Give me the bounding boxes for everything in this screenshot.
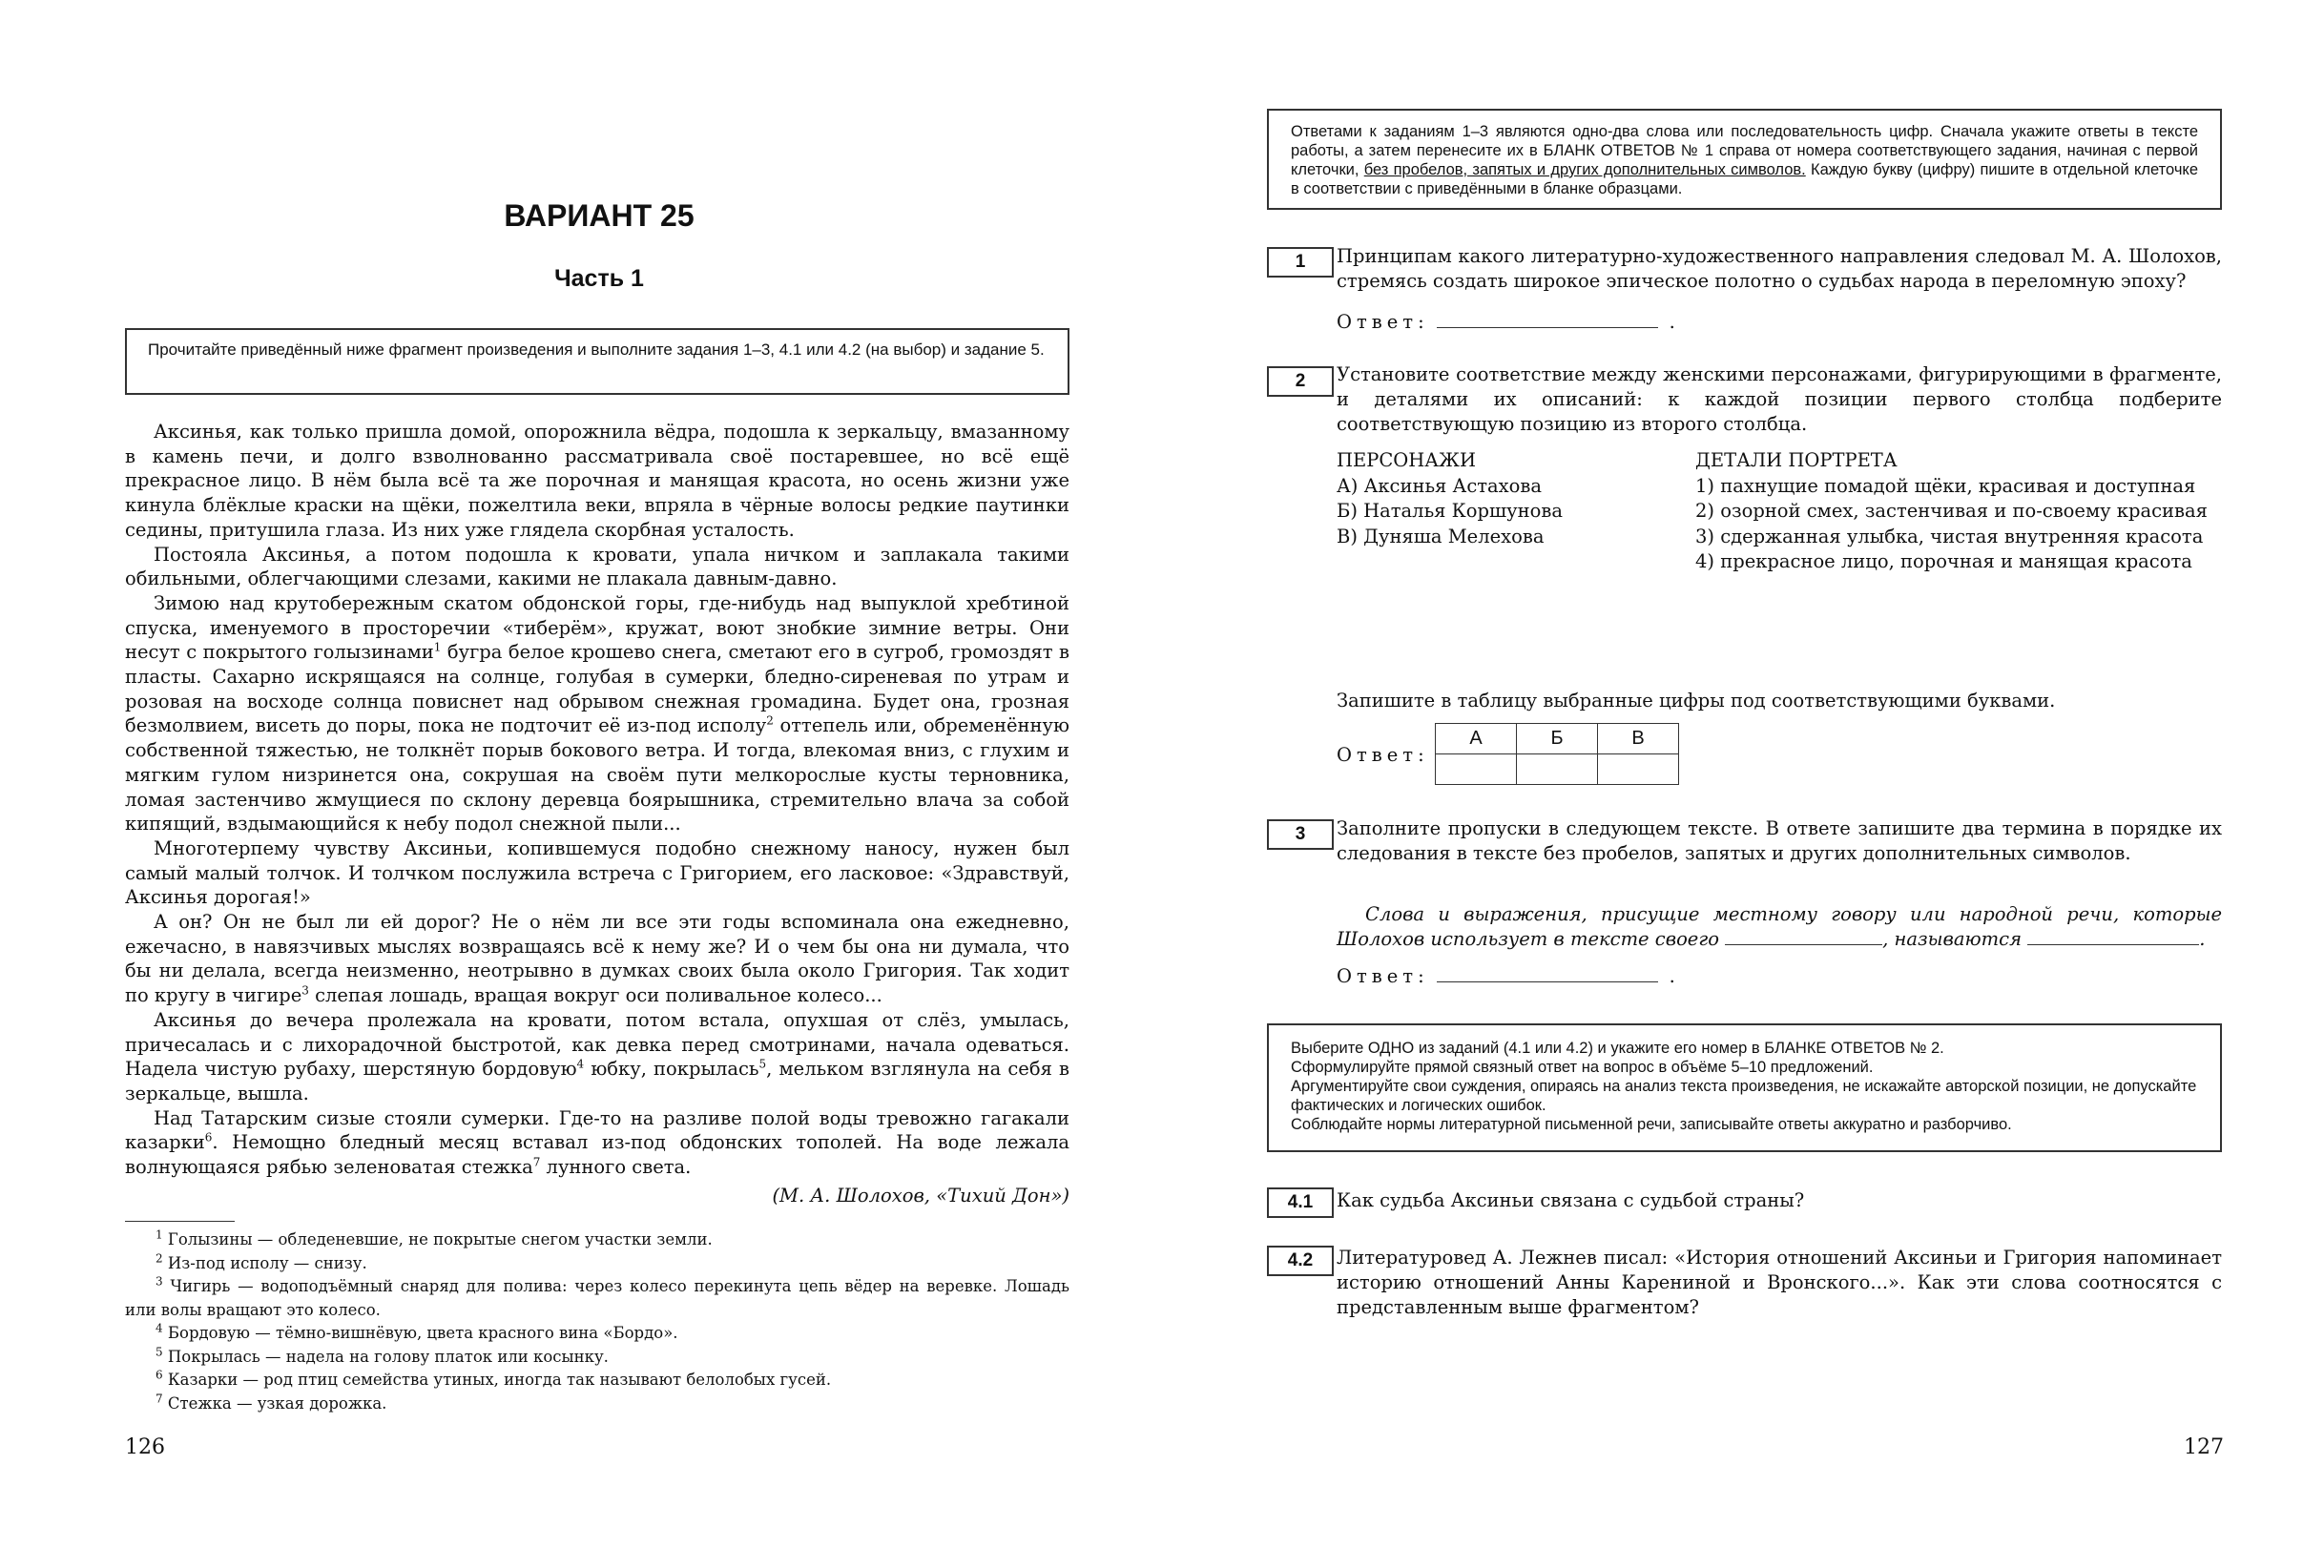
portrait-details-column	[1695, 448, 2222, 575]
instruction-text: Прочитайте приведённый ниже фрагмент произведения и выполните задания 1–3, 4.1 или 4.2 (на выбор) и задание 5.	[148, 340, 1045, 359]
task-3-answer[interactable]: Ответ: .	[1337, 962, 1675, 987]
task-3-fill-text: Слова и выражения, присущие местному говору или народной речи, которые Шолохов использует в тексте своего , называются .	[1337, 903, 2222, 950]
character-item: В) Дуняша Мелехова	[1337, 525, 1545, 547]
footnote: $^7$ Стежка — узкая дорожка.	[156, 1392, 387, 1413]
box-line: Аргументируйте свои суждения, опираясь на анализ текста произведения, не искажайте авторской позиции, не допускайте фактических и логических ошибок.	[1291, 1078, 2197, 1114]
footnote: $^1$ Голызины — обледеневшие, не покрытые снегом участки земли.	[156, 1228, 713, 1248]
footnote: $^4$ Бордовую — тёмно-вишнёвую, цвета красного вина «Бордо».	[156, 1321, 678, 1342]
task-2-answer-label: Ответ:	[1337, 744, 1429, 766]
attribution: (М. А. Шолохов, «Тихий Дон»)	[772, 1184, 1069, 1207]
paragraph-6: Аксинья до вечера пролежала на кровати, потом встала, опухшая от слёз, умылась, причесалась и с лихорадочной быстротой, как девка перед смотринами, начала одеваться. Надела чистую рубаху, шерстяную бордовую$^4$ юбку, покрылась$^5$, мельком взглянула на себя в зеркальце, вышла.	[125, 1008, 1069, 1104]
task-number-4-1: 4.1	[1267, 1187, 1334, 1218]
detail-item: 1) пахнущие помадой щёки, красивая и доступная	[1695, 474, 2196, 497]
footnote-ref: 6	[204, 1130, 213, 1145]
task-3-text: Заполните пропуски в следующем тексте. В ответе запишите два термина в порядке их следования в тексте без пробелов, запятых и других дополнительных символов.	[1337, 817, 2222, 864]
footnote-ref: 4	[576, 1057, 585, 1071]
answer-cell-a[interactable]	[1436, 754, 1517, 785]
task-number-2: 2	[1267, 366, 1334, 397]
paragraph-5: А он? Он не был ли ей дорог? Не о нём ли все эти годы вспоминала она ежедневно, ежечасно, в навязчивых мыслях возвращаясь всё к нему же? И о чем бы она ни думала, что бы ни делала, всегда неизменно, неотрывно в думках своих была около Григория. Так ходит по кругу в чигире$^3$ слепая лошадь, вращая вокруг оси поливальное колесо...	[125, 911, 1069, 1007]
table-header-v: В	[1598, 724, 1679, 754]
box-line: Выберите ОДНО из заданий (4.1 или 4.2) и укажите его номер в БЛАНКЕ ОТВЕТОВ № 2.	[1291, 1040, 1944, 1057]
footnotes	[125, 1228, 1069, 1415]
page-number-right: 127	[2184, 1435, 2224, 1459]
table-instruction: Запишите в таблицу выбранные цифры под соответствующими буквами.	[1337, 690, 2056, 712]
answer-cell-b[interactable]	[1517, 754, 1598, 785]
task-1-answer[interactable]: Ответ: .	[1337, 308, 1675, 333]
fill-blank[interactable]	[1725, 927, 1882, 945]
paragraph-4: Многотерпему чувству Аксиньи, копившемуся подобно снежному наносу, нужен был самый малый толчок. И толчком послужила встреча с Григорием, его ласковое: «Здравствуй, Аксинья дорогая!»	[125, 836, 1069, 909]
answer-blank[interactable]	[1437, 308, 1658, 328]
instruction-box	[125, 328, 1069, 395]
detail-item: 4) прекрасное лицо, порочная и манящая красота	[1695, 550, 2192, 572]
task-number-3: 3	[1267, 819, 1334, 850]
variant-title: ВАРИАНТ 25	[504, 198, 695, 233]
task-1-text: Принципам какого литературно-художественного направления следовал М. А. Шолохов, стремясь создать широкое эпическое полотно о судьбах народа в переломную эпоху?	[1337, 245, 2222, 292]
paragraph-3: Зимою над крутобережным скатом обдонской горы, где-нибудь над выпуклой хребтиной спуска, именуемого в просторечии «тиберём», кружат, воют знобкие зимние ветры. Они несут с покрытого голызинами$^1$ бугра белое крошево снега, сметают его в сугроб, громоздят в пласты. Сахарно искрящаяся на солнце, голубая в сумерки, бледно-сиреневая по утрам и розовая на восходе солнца повиснет над обрывом снежная громадина. Будет она, грозная безмолвием, висеть до поры, пока не подточит её из-под исполу$^2$ оттепель или, обременённую собственной тяжестью, не толкнёт порыв бокового ветра. И тогда, влекомая вниз, с глухим и мягким гулом низринется она, сокрушая на своём пути мелкорослые кусты терновника, ломая застенчиво жмущиеся по склону деревца боярышника, стремительно влача за собой кипящий, вздымающийся к небу подол снежной пыли...	[125, 591, 1070, 836]
paragraph-1: Аксинья, как только пришла домой, опорожнила вёдра, подошла к зеркальцу, вмазанному в камень печи, и долго взволнованно рассматривала своё постаревшее, но всё ещё прекрасное лицо. В нём была всё та же порочная и манящая красота, но осень жизни уже кинула блёклые краски на щёки, пожелтила веки, впряла в чёрные волосы редкие паутинки седины, притушила глаза. Из них уже глядела скорбная усталость.	[125, 421, 1069, 541]
answer-blank[interactable]	[1437, 962, 1658, 982]
footnote-ref: 5	[758, 1057, 767, 1071]
detail-item: 2) озорной смех, застенчивая и по-своему красивая	[1695, 500, 2208, 522]
paragraph-7: Над Татарским сизые стояли сумерки. Где-то на разливе полой воды тревожно гагакали казарки$^6$. Немощно бледный месяц вставал из-под обдонских тополей. На воде лежала волнующаяся рябью зеленоватая стежка$^7$ лунного света.	[125, 1106, 1069, 1179]
footnote-ref: 1	[433, 640, 442, 654]
footnote: $^3$ Чигирь — водоподъёмный снаряд для полива: через колесо перекинута цепь вёдер на веревке. Лошадь или волы вращают это колесо.	[125, 1274, 1069, 1319]
task-number-4-2: 4.2	[1267, 1246, 1334, 1276]
task-4-instruction-box	[1267, 1023, 2222, 1152]
answer-rules-box: Ответами к заданиям 1–3 являются одно-два слова или последовательность цифр. Сначала укажите ответы в тексте работы, а затем перенесите их в БЛАНК ОТВЕТОВ № 1 справа от номера соответствующего задания, начиная с первой клеточки, без пробелов, запятых и других дополнительных символов. Каждую букву (цифру) пишите в отдельной клеточке в соответствии с приведёнными в бланке образцами.	[1267, 109, 2222, 210]
detail-item: 3) сдержанная улыбка, чистая внутренняя красота	[1695, 525, 2204, 547]
footnote: $^6$ Казарки — род птиц семейства утиных, иногда так называют белолобых гусей.	[156, 1368, 832, 1389]
column-header: ПЕРСОНАЖИ	[1337, 449, 1476, 471]
footnote: $^2$ Из-под исполу — снизу.	[156, 1251, 367, 1272]
underlined-rule: без пробелов, запятых и других дополнительных символов.	[1363, 161, 1806, 178]
fill-blank[interactable]	[2027, 927, 2199, 945]
character-item: Б) Наталья Коршунова	[1337, 500, 1563, 522]
footnote-ref: 2	[766, 713, 774, 728]
table-header-b: Б	[1517, 724, 1598, 754]
character-item: А) Аксинья Астахова	[1337, 474, 1543, 497]
paragraph-2: Постояла Аксинья, а потом подошла к кровати, упала ничком и заплакала такими обильными, облегчающими слезами, какими не плакала давным-давно.	[125, 543, 1069, 590]
footnote-ref: 7	[532, 1155, 541, 1169]
page-number-left: 126	[125, 1435, 165, 1459]
footnote-ref: 3	[301, 983, 309, 998]
box-line: Соблюдайте нормы литературной письменной речи, записывайте ответы аккуратно и разборчиво.	[1291, 1116, 2012, 1133]
task-4-1-text: Как судьба Аксиньи связана с судьбой страны?	[1337, 1189, 1805, 1211]
task-2-text: Установите соответствие между женскими персонажами, фигурирующими в фрагменте, и деталями их описаний: к каждой позиции первого столбца подберите соответствующую позицию из второго столбца.	[1337, 363, 2222, 435]
right-page	[1162, 0, 2324, 1568]
task-number-1: 1	[1267, 247, 1334, 278]
table-header-a: А	[1436, 724, 1517, 754]
task-4-2-text: Литературовед А. Лежнев писал: «История отношений Аксиньи и Григория напоминает историю отношений Анны Карениной и Вронского...». Как эти слова соотносятся с представленным выше фрагментом?	[1337, 1247, 2222, 1318]
box-line: Сформулируйте прямой связный ответ на вопрос в объёме 5–10 предложений.	[1291, 1059, 1874, 1076]
footnote-divider	[125, 1221, 235, 1222]
characters-column	[1337, 448, 1680, 549]
footnote: $^5$ Покрылась — надела на голову платок или косынку.	[156, 1345, 609, 1366]
part-title: Часть 1	[554, 265, 644, 292]
column-header: ДЕТАЛИ ПОРТРЕТА	[1695, 449, 1898, 471]
literary-excerpt	[125, 420, 1069, 1208]
answer-cell-v[interactable]	[1598, 754, 1679, 785]
answer-table	[1435, 723, 1679, 785]
